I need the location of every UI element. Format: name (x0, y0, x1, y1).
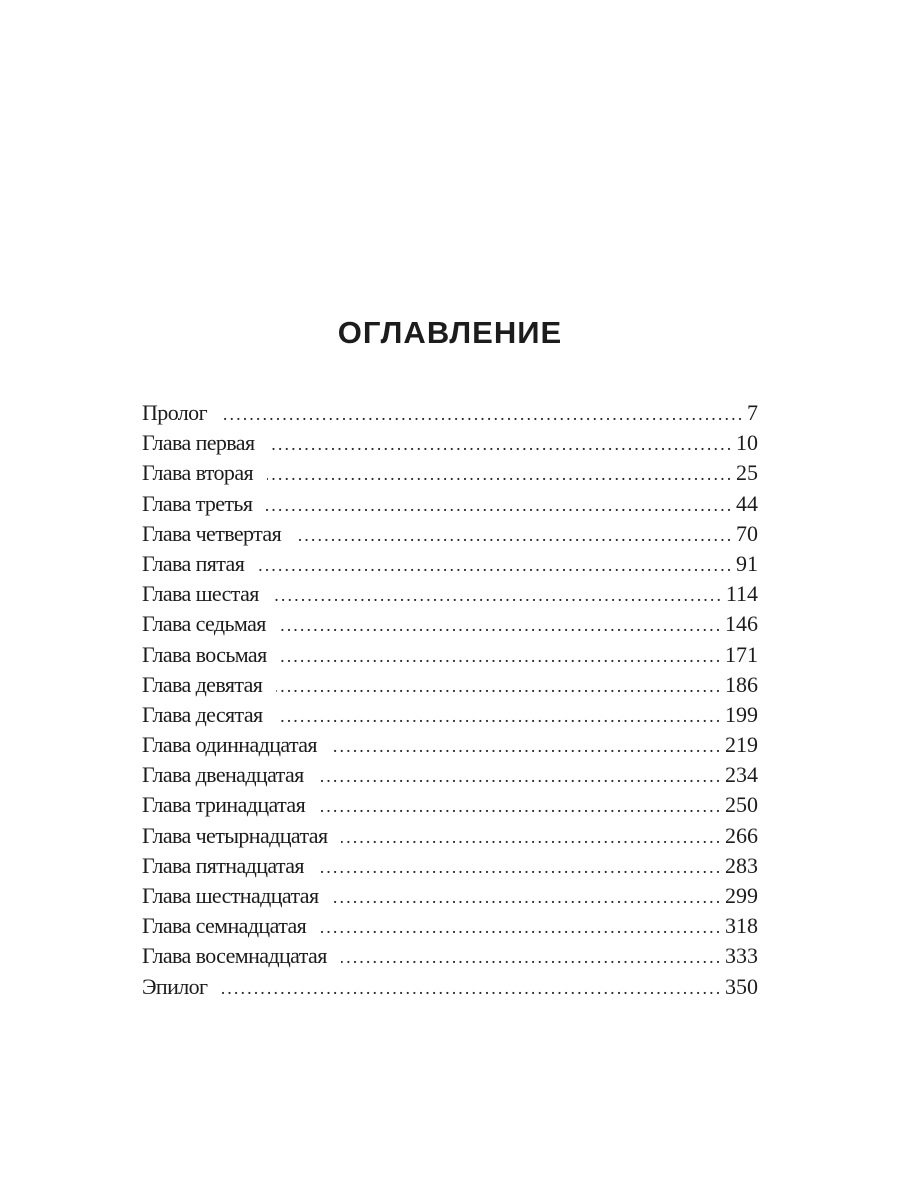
toc-entry-label: Глава третья (142, 490, 253, 516)
toc-entry-label: Глава восьмая (142, 641, 267, 667)
toc-entry-label: Глава тринадцатая (142, 792, 306, 818)
toc-entry-page: 44 (736, 490, 758, 516)
toc-entry-chapter-7 (142, 609, 758, 639)
toc-entry-chapter-1 (142, 428, 758, 458)
dot-leader (221, 399, 741, 429)
toc-entry-label: Глава седьмая (142, 611, 266, 637)
toc-entry-page: 266 (725, 822, 758, 848)
toc-entry-label: Эпилог (142, 973, 208, 999)
toc-entry-chapter-2 (142, 458, 758, 488)
toc-entry-label: Пролог (142, 400, 207, 425)
toc-entry-chapter-15 (142, 851, 758, 881)
dot-leader (269, 429, 731, 459)
toc-entry-label: Глава восемнадцатая (142, 943, 327, 969)
toc-entry-page: 333 (725, 943, 758, 969)
toc-entry-label: Глава четвертая (142, 520, 282, 546)
toc-entry-page: 186 (725, 671, 758, 697)
dot-leader (276, 671, 719, 701)
toc-entry-label: Глава шестая (142, 581, 259, 607)
dot-leader (281, 641, 719, 671)
toc-entry-chapter-14 (142, 821, 758, 851)
dot-leader (277, 701, 719, 731)
toc-entry-chapter-17 (142, 911, 758, 941)
toc-entry-label: Глава пятая (142, 550, 245, 576)
dot-leader (266, 490, 730, 520)
dot-leader (331, 731, 719, 761)
toc-entry-page: 299 (725, 883, 758, 908)
dot-leader (341, 822, 719, 852)
toc-entry-chapter-10 (142, 700, 758, 730)
dot-leader (280, 610, 719, 640)
toc-entry-page: 318 (725, 913, 758, 939)
toc-entry-page: 7 (747, 400, 758, 425)
toc-entry-page: 199 (725, 701, 758, 727)
dot-leader (318, 852, 719, 882)
toc-entry-chapter-8 (142, 640, 758, 670)
toc-entry-chapter-5 (142, 549, 758, 579)
toc-entry-chapter-11 (142, 730, 758, 760)
toc-entry-chapter-6 (142, 579, 758, 609)
toc-entry-page: 114 (725, 581, 758, 607)
dot-leader (258, 550, 730, 580)
dot-leader (295, 520, 730, 550)
dot-leader (319, 791, 719, 821)
dot-leader (332, 882, 719, 912)
dot-leader (221, 973, 719, 1003)
toc-entry-chapter-4 (142, 519, 758, 549)
toc-entry-page: 25 (736, 460, 758, 486)
toc-entry-label: Глава четырнадцатая (142, 822, 328, 848)
toc-entry-page: 283 (725, 852, 758, 878)
toc-entry-label: Глава вторая (142, 460, 254, 486)
toc-entry-label: Глава десятая (142, 701, 263, 727)
toc-entry-page: 219 (725, 732, 758, 758)
dot-leader (320, 912, 719, 942)
toc-entry-page: 234 (725, 762, 758, 788)
toc-entry-chapter-18 (142, 941, 758, 971)
toc-entry-label: Глава двенадцатая (142, 762, 304, 788)
toc-entry-label: Глава одиннадцатая (142, 732, 317, 758)
toc-entry-prologue (142, 398, 758, 428)
toc-entry-page: 171 (725, 641, 758, 667)
table-of-contents (142, 398, 758, 1002)
toc-entry-page: 91 (736, 550, 758, 576)
toc-entry-label: Глава семнадцатая (142, 913, 307, 939)
toc-entry-label: Глава шестнадцатая (142, 883, 319, 908)
toc-entry-page: 70 (736, 520, 758, 546)
dot-leader (267, 459, 730, 489)
page-title: ОГЛАВЛЕНИЕ (337, 315, 563, 350)
toc-entry-chapter-12 (142, 760, 758, 790)
toc-entry-label: Глава пятнадцатая (142, 852, 304, 878)
toc-entry-chapter-16 (142, 881, 758, 911)
toc-entry-chapter-13 (142, 790, 758, 820)
toc-entry-page: 350 (725, 973, 758, 999)
dot-leader (273, 580, 720, 610)
toc-entry-page: 250 (725, 792, 758, 818)
toc-entry-chapter-3 (142, 489, 758, 519)
toc-entry-label: Глава девятая (142, 671, 263, 697)
toc-entry-page: 146 (725, 611, 758, 637)
toc-entry-chapter-9 (142, 670, 758, 700)
dot-leader (341, 942, 719, 972)
dot-leader (318, 761, 719, 791)
toc-entry-label: Глава первая (142, 430, 255, 456)
toc-entry-epilogue (142, 972, 758, 1002)
toc-entry-page: 10 (736, 430, 758, 456)
